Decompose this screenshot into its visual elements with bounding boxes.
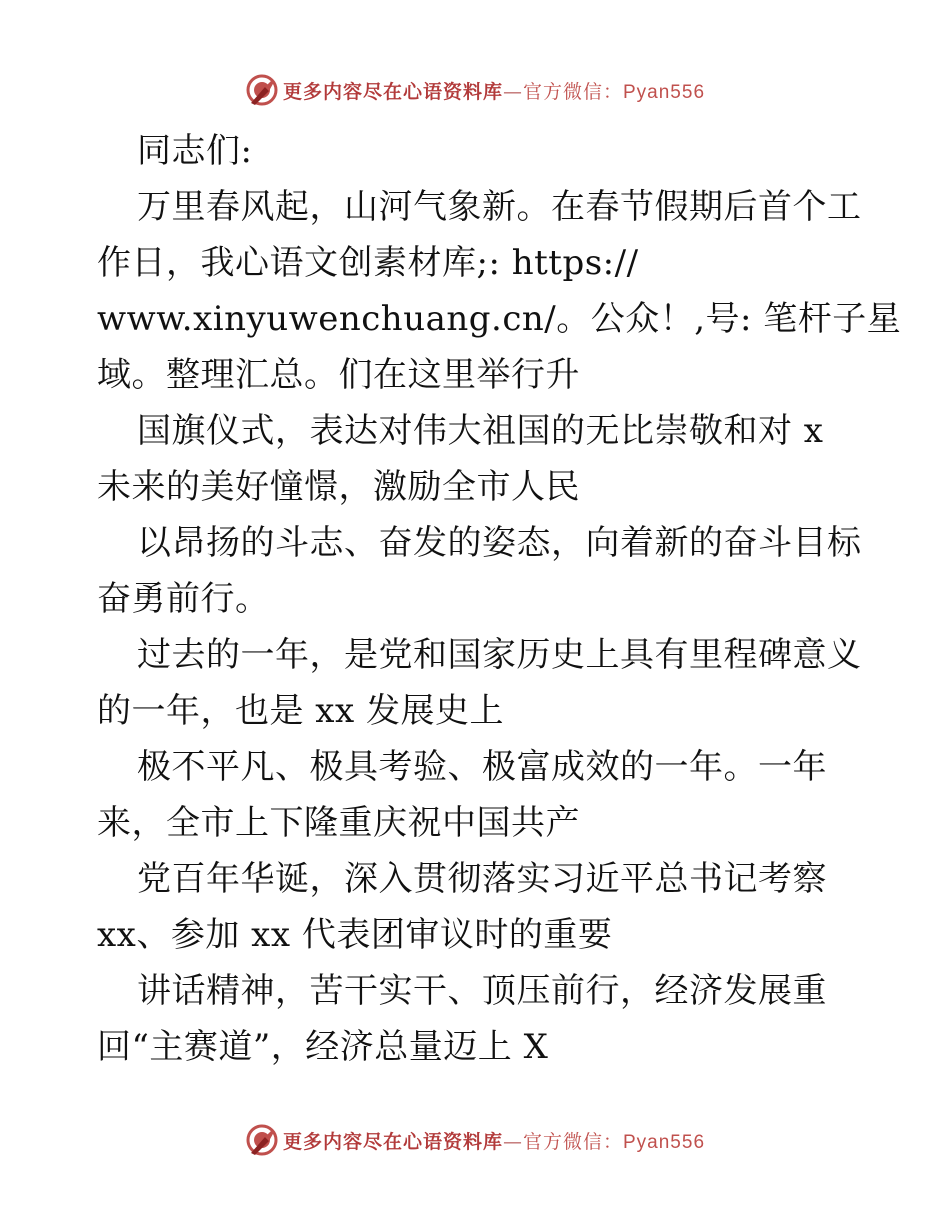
- text-line: www.xinyuwenchuang.cn/。公众！,号: 笔杆子星: [97, 299, 902, 339]
- text-line: 极不平凡、极具考验、极富成效的一年。一年: [137, 747, 827, 787]
- header-banner-main: 更多内容尽在心语资料库: [282, 80, 503, 103]
- header-banner: [0, 70, 950, 110]
- header-banner-wechat: 官方微信：Pyan556: [523, 81, 706, 103]
- text-line: xx、参加 xx 代表团审议时的重要: [97, 915, 613, 955]
- text-line: 奋勇前行。: [97, 579, 270, 619]
- text-line: 党百年华诞，深入贯彻落实习近平总书记考察: [137, 859, 827, 899]
- text-line: 作日，我心语文创素材库;: https://: [97, 243, 639, 283]
- text-line: 以昂扬的斗志、奋发的姿态，向着新的奋斗目标: [137, 523, 862, 563]
- text-line: 万里春风起，山河气象新。在春节假期后首个工: [137, 187, 862, 227]
- header-banner-dash: —: [503, 80, 523, 103]
- text-line: 域。整理汇总。们在这里举行升: [97, 355, 580, 395]
- footer-banner-dash: —: [503, 1130, 523, 1153]
- footer-banner-main: 更多内容尽在心语资料库: [282, 1130, 503, 1153]
- text-line: 讲话精神，苦干实干、顶压前行，经济发展重: [137, 971, 827, 1011]
- text-line: 来，全市上下隆重庆祝中国共产: [97, 803, 580, 843]
- footer-banner: [0, 1120, 950, 1160]
- text-line: 未来的美好憧憬，激励全市人民: [97, 467, 580, 507]
- text-line: 同志们:: [137, 131, 253, 171]
- footer-banner-text: [283, 1127, 705, 1154]
- document-body: [97, 123, 902, 1075]
- text-line: 国旗仪式，表达对伟大祖国的无比崇敬和对 x: [137, 411, 824, 451]
- text-line: 过去的一年，是党和国家历史上具有里程碑意义: [137, 635, 862, 675]
- pen-logo-icon: [245, 73, 279, 107]
- pen-logo-icon: [245, 1123, 279, 1157]
- footer-banner-wechat: 官方微信：Pyan556: [523, 1131, 706, 1153]
- text-line: 回“主赛道”，经济总量迈上 X: [97, 1027, 549, 1067]
- header-banner-text: [283, 77, 705, 104]
- text-line: 的一年，也是 xx 发展史上: [97, 691, 504, 731]
